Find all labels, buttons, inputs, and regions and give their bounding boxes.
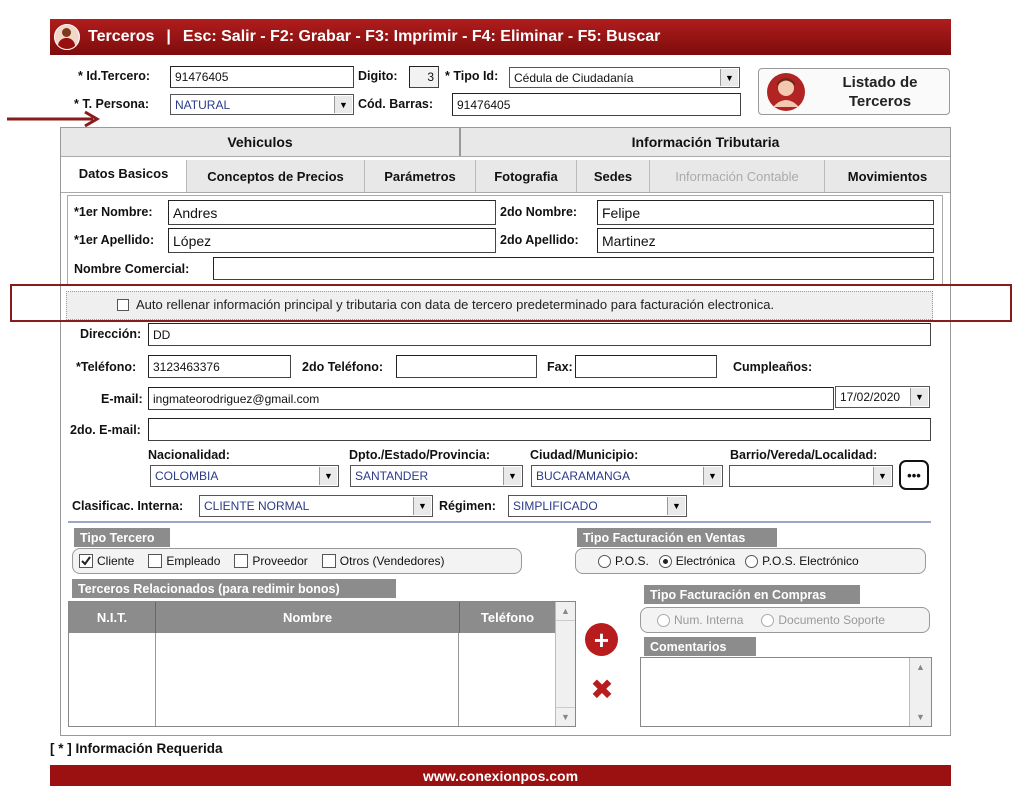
more-options-button[interactable]: •••: [899, 460, 929, 490]
email2-label: 2do. E-mail:: [70, 423, 141, 437]
proveedor-checkbox[interactable]: [234, 554, 248, 568]
option-otros[interactable]: [322, 554, 445, 568]
delete-icon[interactable]: ✖: [590, 673, 614, 705]
nombre2-label: 2do Nombre:: [500, 205, 578, 219]
t-persona-select[interactable]: [170, 94, 354, 115]
otros-label: Otros (Vendedores): [339, 554, 445, 568]
clasif-value: CLIENTE NORMAL: [204, 499, 310, 513]
nombre2-input[interactable]: Felipe: [597, 200, 934, 225]
comentarios-scrollbar[interactable]: [909, 658, 931, 726]
person-icon: [765, 71, 807, 113]
clasif-select[interactable]: [199, 495, 433, 517]
scroll-up-icon[interactable]: ▲: [916, 662, 925, 672]
tab-strip: [61, 160, 950, 193]
nombre1-input[interactable]: Andres: [168, 200, 496, 225]
tipo-tercero-header: Tipo Tercero: [74, 528, 170, 547]
tipo-id-select[interactable]: [509, 67, 740, 88]
t-persona-label: * T. Persona:: [74, 97, 150, 111]
fax-label: Fax:: [547, 360, 573, 374]
cumple-label: Cumpleaños:: [733, 360, 813, 374]
shortcut-hints: Esc: Salir - F2: Grabar - F3: Imprimir - F4: Eliminar - F5: Buscar: [182, 28, 661, 45]
chevron-down-icon: ▼: [413, 497, 431, 515]
fact-ventas-header: Tipo Facturación en Ventas: [577, 528, 777, 547]
chevron-down-icon: ▼: [873, 467, 891, 485]
digito-label: Digito:: [358, 69, 398, 83]
fact-ventas-group: [575, 548, 926, 574]
column-divider: [458, 633, 459, 726]
required-note: [ * ] Información Requerida: [50, 741, 223, 756]
digito-input: 3: [409, 66, 439, 88]
cumpleanos-date-picker[interactable]: [835, 386, 930, 408]
electronica-label: Electrónica: [675, 554, 736, 568]
nacionalidad-select[interactable]: [150, 465, 339, 487]
dpto-value: SANTANDER: [355, 469, 429, 483]
tab-informacion-contable: Información Contable: [649, 160, 824, 192]
table-scrollbar[interactable]: [555, 602, 575, 726]
tab-conceptos-precios[interactable]: Conceptos de Precios: [186, 160, 364, 192]
nombre1-label: *1er Nombre:: [74, 205, 153, 219]
pos-label: P.O.S.: [615, 554, 649, 568]
footer-bar: [50, 765, 951, 786]
documento-soporte-radio: [761, 614, 774, 627]
comercial-label: Nombre Comercial:: [74, 262, 190, 276]
tipo-tercero-group: [72, 548, 522, 574]
id-tercero-input[interactable]: 91476405: [170, 66, 354, 88]
arrow-icon: [5, 110, 105, 128]
dpto-select[interactable]: [350, 465, 523, 487]
user-icon: [54, 24, 80, 50]
comentarios-textarea[interactable]: [640, 657, 932, 727]
col-nombre: Nombre: [156, 602, 460, 633]
option-documento-soporte: [761, 613, 885, 627]
direccion-input[interactable]: DD: [148, 323, 931, 346]
ciudad-value: BUCARAMANGA: [536, 469, 631, 483]
cod-barras-label: Cód. Barras:: [358, 97, 434, 111]
cod-barras-input[interactable]: 91476405: [452, 93, 741, 116]
scroll-down-icon[interactable]: ▼: [916, 712, 925, 722]
cliente-checkbox[interactable]: [79, 554, 93, 568]
barrio-label: Barrio/Vereda/Localidad:: [730, 448, 878, 462]
tab-datos-basicos[interactable]: Datos Basicos: [61, 160, 186, 192]
pos-electronico-radio[interactable]: [745, 555, 758, 568]
telefono2-label: 2do Teléfono:: [302, 360, 384, 374]
tab-movimientos[interactable]: Movimientos: [824, 160, 950, 192]
title-separator: |: [166, 28, 171, 45]
apellido2-label: 2do Apellido:: [500, 233, 579, 247]
window-title: Terceros: [88, 28, 155, 45]
divider: [68, 521, 931, 523]
chevron-down-icon: ▼: [910, 388, 928, 406]
tab-sedes[interactable]: Sedes: [576, 160, 649, 192]
title-bar: [50, 19, 951, 55]
chevron-down-icon: ▼: [334, 96, 352, 113]
num-interna-label: Num. Interna: [674, 613, 744, 627]
regimen-label: Régimen:: [439, 499, 496, 513]
chevron-down-icon: ▼: [703, 467, 721, 485]
option-proveedor[interactable]: [234, 554, 307, 568]
relacionados-header-row: [69, 602, 555, 633]
chevron-down-icon: ▼: [503, 467, 521, 485]
nacionalidad-label: Nacionalidad:: [148, 448, 230, 462]
nombre-comercial-input[interactable]: [213, 257, 934, 280]
regimen-select[interactable]: [508, 495, 687, 517]
cliente-label: Cliente: [97, 554, 135, 568]
chevron-down-icon: ▼: [667, 497, 685, 515]
t-persona-value: NATURAL: [175, 97, 231, 112]
tab-fotografia[interactable]: Fotografia: [475, 160, 576, 192]
chevron-down-icon: ▼: [319, 467, 337, 485]
apellido1-label: *1er Apellido:: [74, 233, 155, 247]
option-pos[interactable]: [598, 554, 649, 568]
electronica-radio[interactable]: [659, 555, 672, 568]
option-num-interna: [657, 613, 743, 627]
checkmark-icon: [80, 555, 92, 567]
col-nit: N.I.T.: [69, 602, 156, 633]
option-empleado[interactable]: [148, 554, 220, 568]
telefono-label: *Teléfono:: [76, 360, 137, 374]
id-tercero-label: * Id.Tercero:: [78, 69, 151, 83]
website-link[interactable]: www.conexionpos.com: [422, 767, 579, 784]
telefono2-input[interactable]: [396, 355, 537, 378]
email-input[interactable]: ingmateorodriguez@gmail.com: [148, 387, 834, 410]
column-divider: [155, 633, 156, 726]
proveedor-label: Proveedor: [252, 554, 308, 568]
num-interna-radio: [657, 614, 670, 627]
pos-electronico-label: P.O.S. Electrónico: [762, 554, 859, 568]
ciudad-label: Ciudad/Municipio:: [530, 448, 639, 462]
relacionados-header: Terceros Relacionados (para redimir bonos): [72, 579, 396, 598]
barrio-select[interactable]: [729, 465, 893, 487]
fact-compras-header: Tipo Facturación en Compras: [644, 585, 860, 604]
listado-terceros-button[interactable]: [758, 68, 950, 115]
cumple-value: 17/02/2020: [840, 390, 901, 404]
nacionalidad-value: COLOMBIA: [155, 469, 219, 483]
regimen-value: SIMPLIFICADO: [513, 499, 598, 513]
pos-radio[interactable]: [598, 555, 611, 568]
direccion-label: Dirección:: [80, 327, 142, 341]
option-pos-electronico[interactable]: [745, 554, 859, 568]
autofill-checkbox[interactable]: [117, 299, 129, 311]
chevron-down-icon: ▼: [720, 69, 738, 86]
email-label: E-mail:: [101, 392, 143, 406]
apellido1-input[interactable]: López: [168, 228, 496, 253]
top-tab-strip: [61, 128, 950, 157]
scroll-down-icon[interactable]: ▼: [556, 707, 575, 726]
empleado-label: Empleado: [166, 554, 221, 568]
clasif-label: Clasificac. Interna:: [72, 499, 184, 513]
option-cliente[interactable]: [79, 554, 134, 568]
empleado-checkbox[interactable]: [148, 554, 162, 568]
tab-vehiculos[interactable]: Vehiculos: [227, 134, 293, 150]
comentarios-header: Comentarios: [644, 637, 756, 656]
apellido2-input[interactable]: Martinez: [597, 228, 934, 253]
listado-label: Listado de Terceros: [842, 73, 918, 110]
add-icon[interactable]: +: [585, 623, 618, 656]
col-telefono: Teléfono: [480, 610, 535, 625]
fax-input[interactable]: [575, 355, 717, 378]
otros-checkbox[interactable]: [322, 554, 336, 568]
scroll-up-icon[interactable]: ▲: [556, 602, 575, 621]
tipo-id-label: * Tipo Id:: [445, 69, 499, 83]
telefono-input[interactable]: 3123463376: [148, 355, 291, 378]
fact-compras-group: [640, 607, 930, 633]
ciudad-select[interactable]: [531, 465, 723, 487]
tab-informacion-tributaria[interactable]: Información Tributaria: [459, 128, 950, 156]
dpto-label: Dpto./Estado/Provincia:: [349, 448, 490, 462]
email2-input[interactable]: [148, 418, 931, 441]
tipo-id-value: Cédula de Ciudadanía: [514, 70, 634, 85]
tab-parametros[interactable]: Parámetros: [364, 160, 475, 192]
autofill-label: Auto rellenar información principal y tributaria con data de tercero predeterminado para facturación electronica.: [136, 297, 775, 312]
documento-soporte-label: Documento Soporte: [778, 613, 886, 627]
option-electronica[interactable]: [659, 554, 735, 568]
